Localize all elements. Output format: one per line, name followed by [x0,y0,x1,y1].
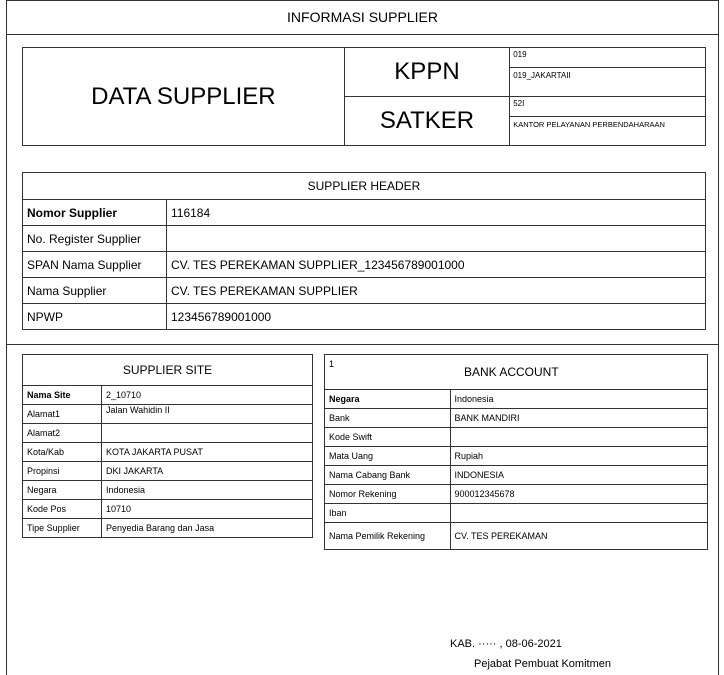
row-label: Negara [23,481,102,500]
row-value: KOTA JAKARTA PUSAT [102,443,313,462]
row-label: Nama Cabang Bank [325,466,451,485]
row-value: Indonesia [450,390,708,409]
table-row [23,386,313,405]
table-row [23,252,706,278]
row-label: No. Register Supplier [23,226,167,252]
row-label: Alamat1 [23,405,102,424]
row-label: Mata Uang [325,447,451,466]
data-supplier-heading: DATA SUPPLIER [23,48,345,146]
row-value: 2_10710 [102,386,313,405]
row-value [450,504,708,523]
bank-account-table [324,354,708,550]
bank-account-title: BANK ACCOUNT [450,355,708,390]
table-row [23,462,313,481]
row-value: 900012345678 [450,485,708,504]
row-label: Kode Swift [325,428,451,447]
supplier-site-title: SUPPLIER SITE [23,355,313,386]
table-row [23,304,706,330]
satker-code: 52I [510,97,705,117]
row-value: 123456789001000 [167,304,706,330]
row-value: Penyedia Barang dan Jasa [102,519,313,538]
satker-label: SATKER [344,97,510,146]
table-row [325,428,708,447]
table-row [23,500,313,519]
row-label: Negara [325,390,451,409]
bank-account-number: 1 [325,355,451,390]
supplier-header-table [22,172,706,330]
row-value: Jalan Wahidin II [102,405,313,424]
row-value: BANK MANDIRI [450,409,708,428]
row-value [450,428,708,447]
row-label: SPAN Nama Supplier [23,252,167,278]
row-label: Nomor Rekening [325,485,451,504]
row-value: CV. TES PEREKAMAN SUPPLIER_123456789001000 [167,252,706,278]
row-label: Nomor Supplier [23,200,167,226]
kppn-label: KPPN [344,48,510,97]
row-value: 116184 [167,200,706,226]
table-row [23,405,313,424]
kppn-code: 019 [510,48,705,68]
row-value: 10710 [102,500,313,519]
row-label: Propinsi [23,462,102,481]
satker-name: KANTOR PELAYANAN PERBENDAHARAAN [513,120,665,129]
page-title: INFORMASI SUPPLIER [6,0,719,35]
table-row [325,409,708,428]
row-label: Nama Site [23,386,102,405]
table-row [23,278,706,304]
row-label: Bank [325,409,451,428]
row-label: Kota/Kab [23,443,102,462]
table-row [23,424,313,443]
table-row [325,447,708,466]
row-value: CV. TES PEREKAMAN SUPPLIER [167,278,706,304]
table-row [325,390,708,409]
place-date: KAB. ····· , 08-06-2021 [450,638,562,650]
row-value: Rupiah [450,447,708,466]
row-value: Indonesia [102,481,313,500]
table-row [23,226,706,252]
table-row [23,519,313,538]
table-row [325,485,708,504]
row-label: Tipe Supplier [23,519,102,538]
row-label: NPWP [23,304,167,330]
table-row [23,443,313,462]
row-label: Nama Pemilik Rekening [325,523,451,550]
row-value: INDONESIA [450,466,708,485]
table-row [23,200,706,226]
table-row [325,466,708,485]
signer-title: Pejabat Pembuat Komitmen [474,658,611,670]
row-value [102,424,313,443]
row-value [167,226,706,252]
row-value: DKI JAKARTA [102,462,313,481]
table-row [23,481,313,500]
data-supplier-box [22,47,706,146]
row-label: Iban [325,504,451,523]
table-row [325,504,708,523]
row-label: Kode Pos [23,500,102,519]
table-row [325,523,708,550]
row-value: CV. TES PEREKAMAN [450,523,708,550]
supplier-header-title: SUPPLIER HEADER [23,173,706,200]
row-label: Alamat2 [23,424,102,443]
row-label: Nama Supplier [23,278,167,304]
kppn-name: 019_JAKARTAII [513,71,571,80]
supplier-site-table [22,354,313,538]
section-divider [6,344,719,345]
